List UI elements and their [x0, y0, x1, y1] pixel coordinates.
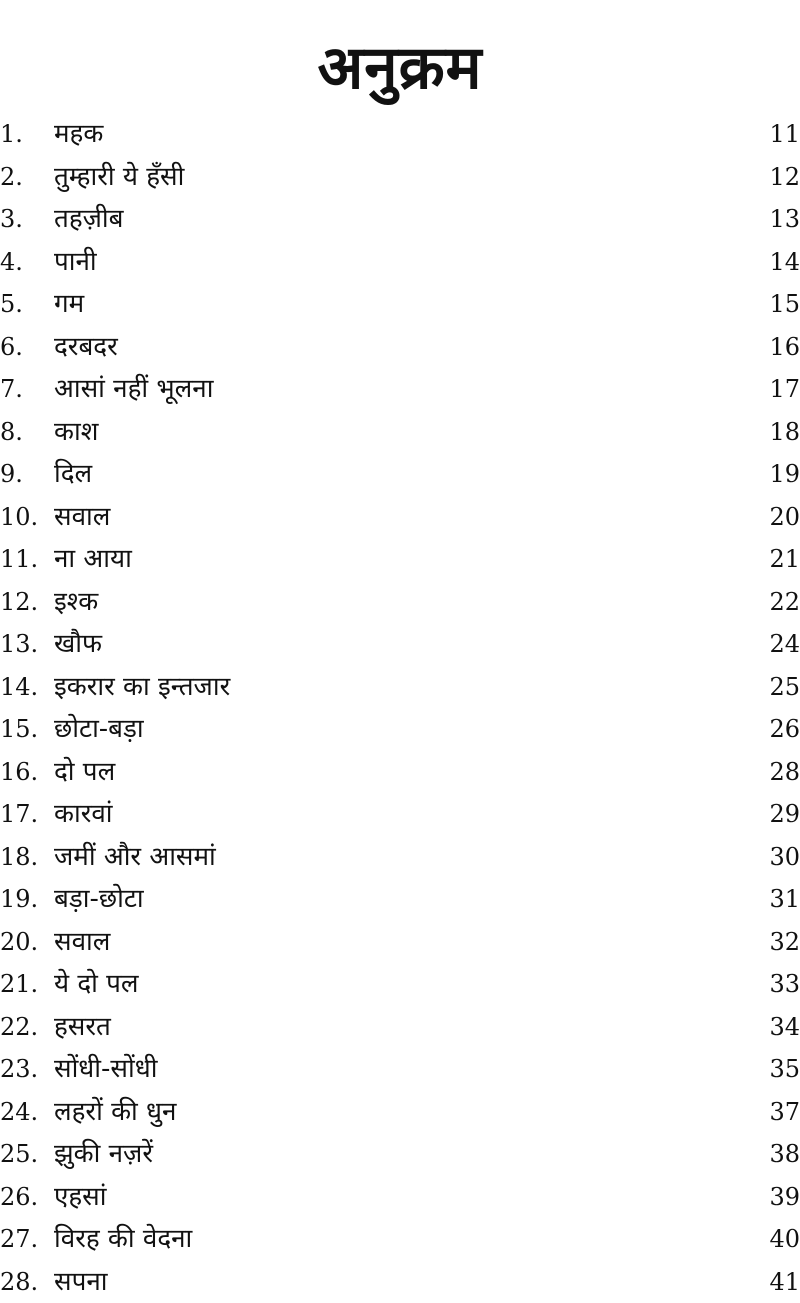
entry-page-number: 14	[769, 241, 800, 283]
entry-title: कारवां	[54, 793, 113, 835]
entry-number: 24.	[0, 1091, 55, 1133]
toc-entry	[0, 581, 800, 624]
entry-number: 12.	[0, 581, 55, 623]
entry-number: 26.	[0, 1176, 55, 1218]
entry-number: 14.	[0, 666, 55, 708]
toc-entry	[0, 1048, 800, 1091]
toc-entry	[0, 836, 800, 879]
toc-entry	[0, 963, 800, 1006]
toc-entry	[0, 751, 800, 794]
entry-number: 9.	[0, 453, 55, 495]
entry-title: एहसां	[54, 1176, 107, 1218]
toc-entry	[0, 793, 800, 836]
toc-entry	[0, 113, 800, 156]
entry-page-number: 31	[769, 878, 800, 920]
entry-number: 21.	[0, 963, 55, 1005]
entry-page-number: 11	[769, 113, 800, 155]
toc-entry	[0, 1261, 800, 1303]
toc-entry	[0, 411, 800, 454]
entry-page-number: 40	[769, 1218, 800, 1260]
entry-number: 17.	[0, 793, 55, 835]
entry-title: काश	[54, 411, 98, 453]
toc-entry	[0, 241, 800, 284]
toc-entry	[0, 666, 800, 709]
entry-page-number: 37	[769, 1091, 800, 1133]
entry-title: महक	[54, 113, 103, 155]
entry-page-number: 12	[769, 156, 800, 198]
entry-number: 10.	[0, 496, 55, 538]
toc-entry	[0, 198, 800, 241]
toc-entry	[0, 1006, 800, 1049]
entry-number: 3.	[0, 198, 55, 240]
entry-page-number: 13	[769, 198, 800, 240]
page-title: अनुक्रम	[0, 32, 800, 104]
table-of-contents	[0, 113, 800, 1303]
entry-title: बड़ा-छोटा	[54, 878, 144, 920]
entry-title: खौफ	[54, 623, 102, 665]
toc-entry	[0, 1176, 800, 1219]
entry-number: 23.	[0, 1048, 55, 1090]
entry-number: 2.	[0, 156, 55, 198]
entry-number: 5.	[0, 283, 55, 325]
entry-number: 4.	[0, 241, 55, 283]
entry-number: 7.	[0, 368, 55, 410]
entry-number: 6.	[0, 326, 55, 368]
entry-number: 8.	[0, 411, 55, 453]
entry-page-number: 33	[769, 963, 800, 1005]
entry-title: सवाल	[54, 496, 110, 538]
entry-title: ये दो पल	[54, 963, 139, 1005]
entry-page-number: 29	[769, 793, 800, 835]
toc-entry	[0, 156, 800, 199]
entry-number: 18.	[0, 836, 55, 878]
entry-title: दरबदर	[54, 326, 118, 368]
entry-page-number: 41	[769, 1261, 800, 1303]
entry-title: जमीं और आसमां	[54, 836, 216, 878]
entry-page-number: 22	[769, 581, 800, 623]
toc-entry	[0, 368, 800, 411]
entry-title: दिल	[54, 453, 92, 495]
entry-number: 1.	[0, 113, 55, 155]
entry-title: सवाल	[54, 921, 110, 963]
entry-page-number: 17	[769, 368, 800, 410]
entry-page-number: 15	[769, 283, 800, 325]
entry-number: 27.	[0, 1218, 55, 1260]
entry-page-number: 35	[769, 1048, 800, 1090]
entry-number: 11.	[0, 538, 55, 580]
toc-entry	[0, 1218, 800, 1261]
entry-number: 13.	[0, 623, 55, 665]
entry-page-number: 39	[769, 1176, 800, 1218]
entry-page-number: 24	[769, 623, 800, 665]
entry-title: झुकी नज़रें	[54, 1133, 153, 1175]
entry-page-number: 16	[769, 326, 800, 368]
entry-number: 15.	[0, 708, 55, 750]
entry-title: इकरार का इन्तजार	[54, 666, 230, 708]
entry-number: 20.	[0, 921, 55, 963]
entry-title: ना आया	[54, 538, 132, 580]
entry-title: तुम्हारी ये हँसी	[54, 156, 184, 198]
entry-title: विरह की वेदना	[54, 1218, 192, 1260]
entry-title: हसरत	[54, 1006, 111, 1048]
toc-entry	[0, 283, 800, 326]
entry-number: 16.	[0, 751, 55, 793]
toc-entry	[0, 453, 800, 496]
toc-entry	[0, 878, 800, 921]
entry-title: आसां नहीं भूलना	[54, 368, 213, 410]
entry-number: 22.	[0, 1006, 55, 1048]
entry-title: इश्क	[54, 581, 98, 623]
entry-title: सपना	[54, 1261, 108, 1303]
toc-entry	[0, 496, 800, 539]
toc-entry	[0, 708, 800, 751]
entry-page-number: 32	[769, 921, 800, 963]
entry-title: गम	[54, 283, 84, 325]
toc-entry	[0, 1133, 800, 1176]
toc-entry	[0, 1091, 800, 1134]
entry-title: सोंधी-सोंधी	[54, 1048, 157, 1090]
entry-title: तहज़ीब	[54, 198, 124, 240]
toc-entry	[0, 538, 800, 581]
entry-page-number: 28	[769, 751, 800, 793]
entry-number: 19.	[0, 878, 55, 920]
entry-title: पानी	[54, 241, 97, 283]
entry-page-number: 38	[769, 1133, 800, 1175]
toc-entry	[0, 921, 800, 964]
entry-title: दो पल	[54, 751, 115, 793]
entry-page-number: 19	[769, 453, 800, 495]
entry-title: छोटा-बड़ा	[54, 708, 144, 750]
toc-entry	[0, 326, 800, 369]
entry-page-number: 25	[769, 666, 800, 708]
entry-number: 25.	[0, 1133, 55, 1175]
entry-page-number: 34	[769, 1006, 800, 1048]
entry-page-number: 18	[769, 411, 800, 453]
entry-page-number: 30	[769, 836, 800, 878]
entry-number: 28.	[0, 1261, 55, 1303]
entry-page-number: 21	[769, 538, 800, 580]
entry-page-number: 20	[769, 496, 800, 538]
entry-page-number: 26	[769, 708, 800, 750]
entry-title: लहरों की धुन	[54, 1091, 176, 1133]
toc-entry	[0, 623, 800, 666]
